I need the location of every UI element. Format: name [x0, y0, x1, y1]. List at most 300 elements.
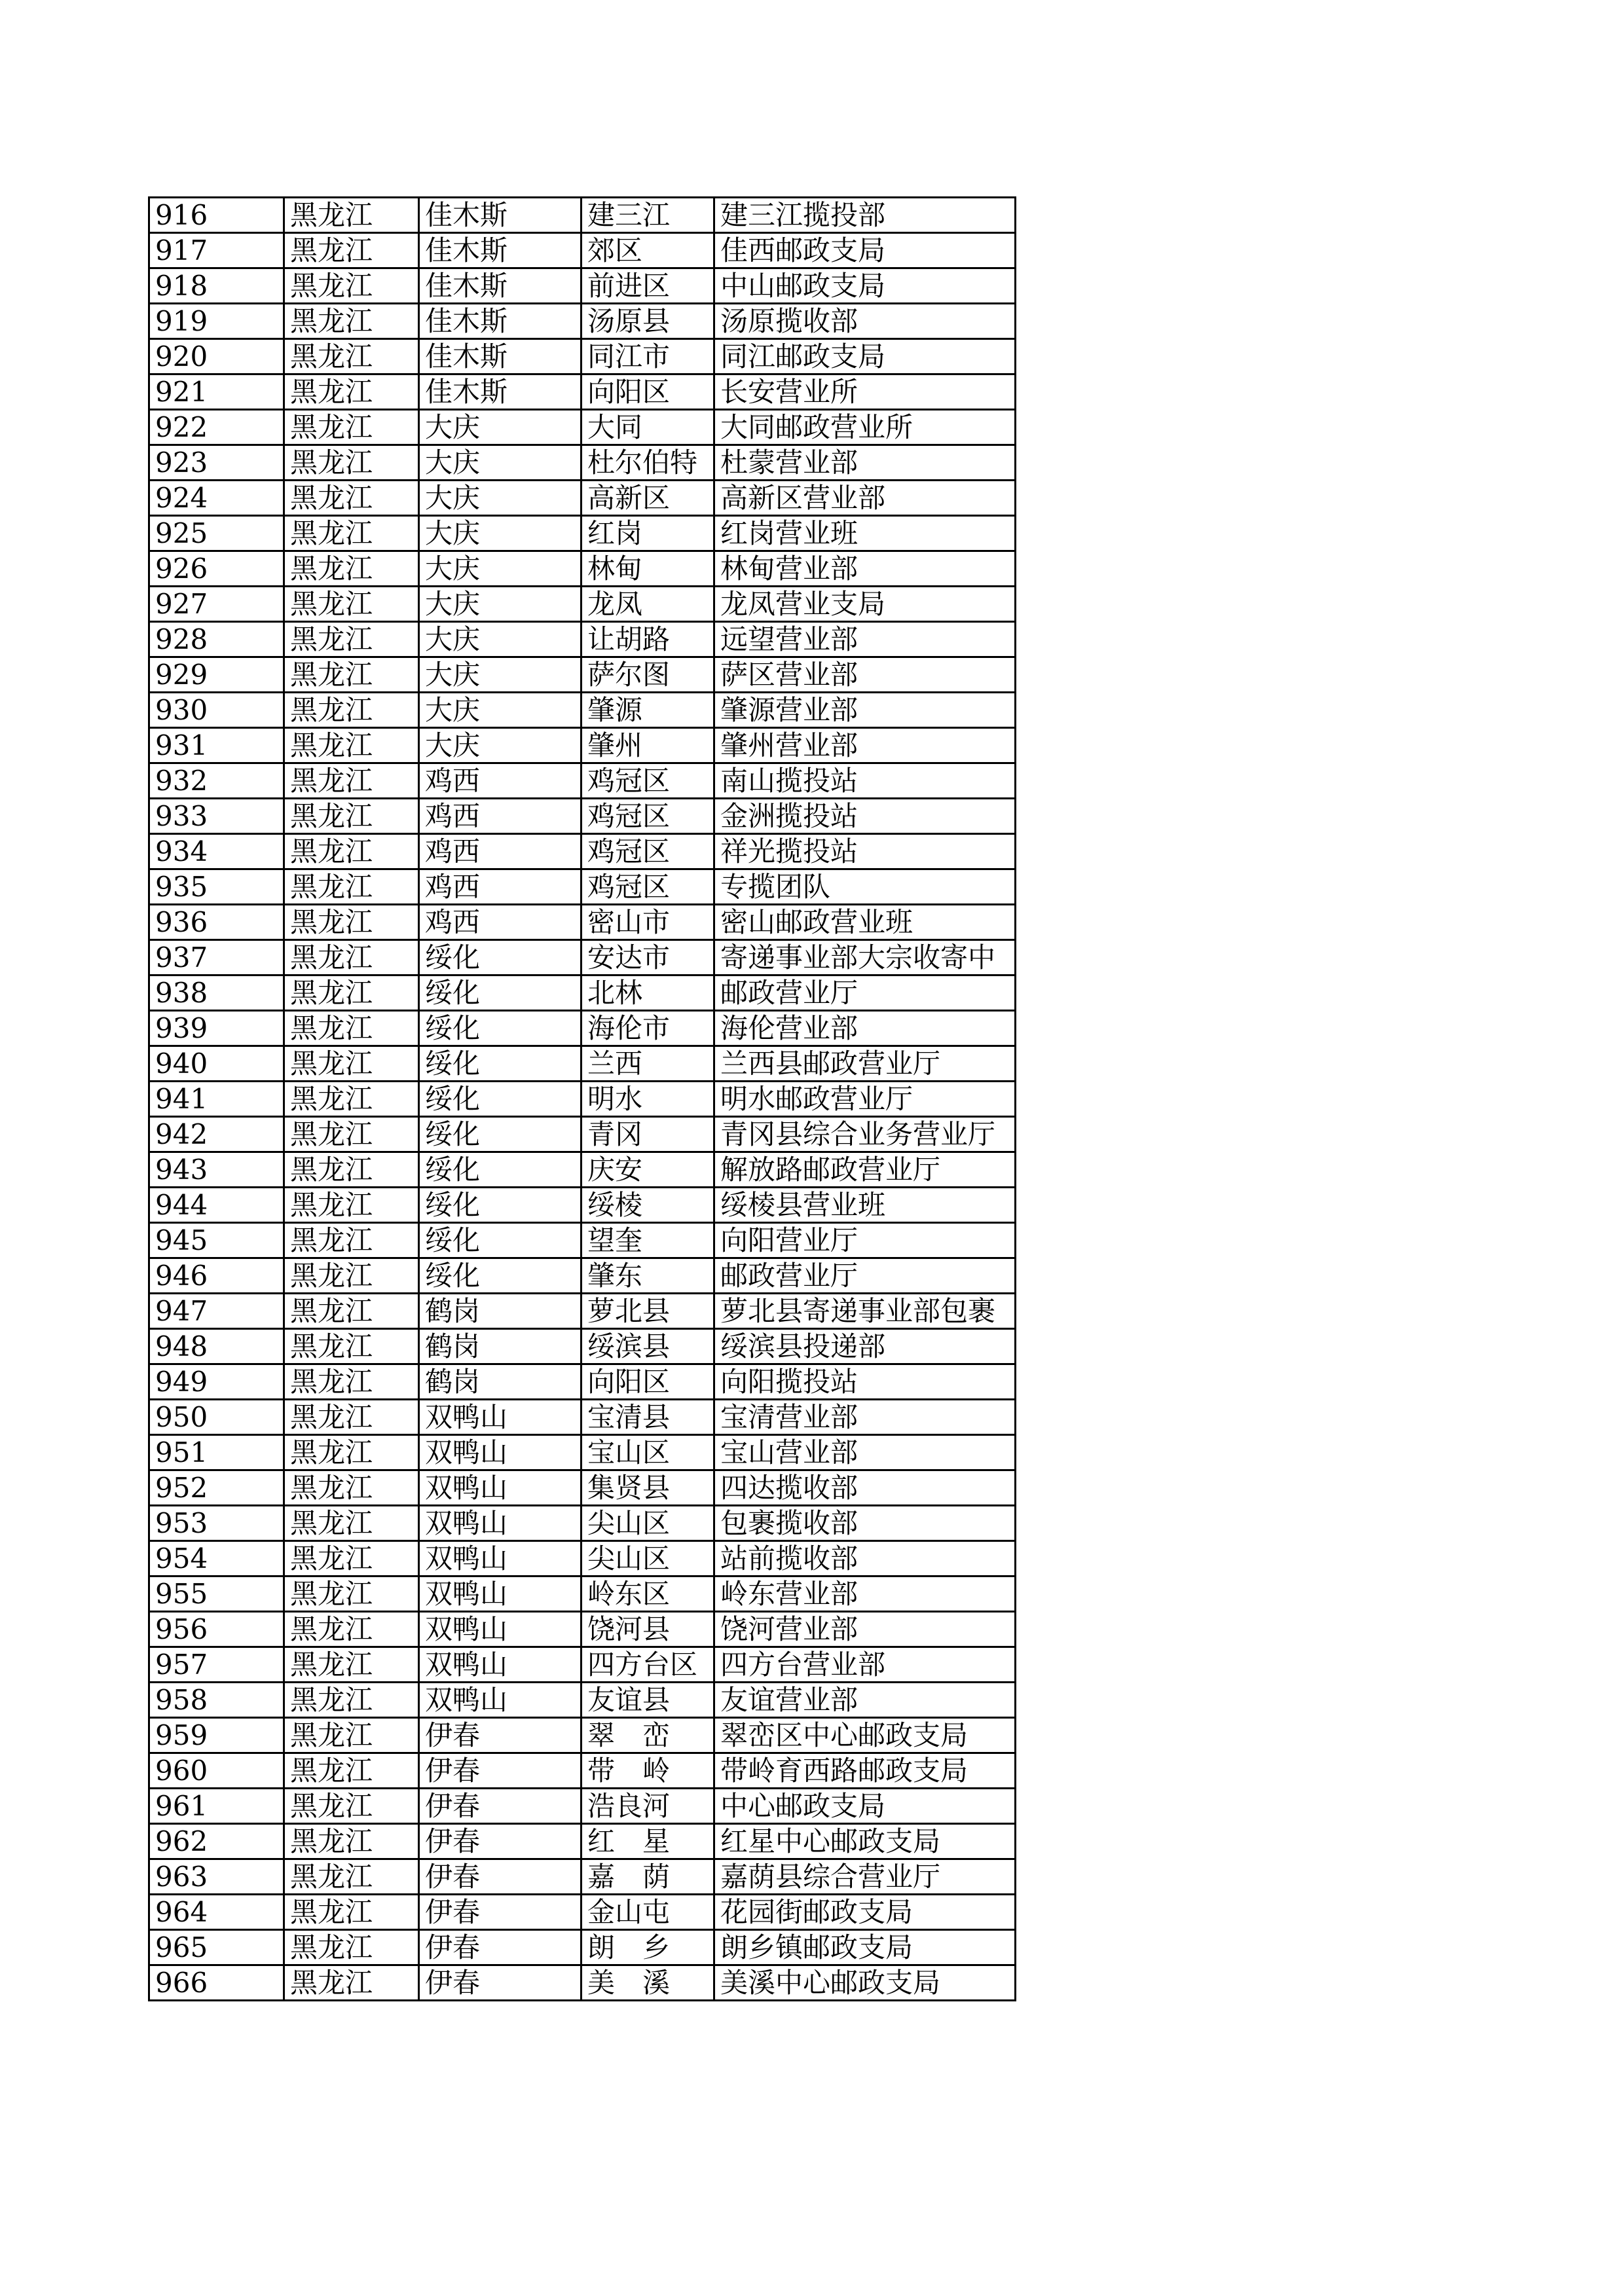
- cell-district: 宝清县: [581, 1400, 714, 1435]
- cell-province: 黑龙江: [284, 1683, 419, 1718]
- table-row: [149, 1011, 1016, 1046]
- table-row: [149, 1895, 1016, 1930]
- table-row: [149, 1612, 1016, 1647]
- cell-index: 949: [149, 1364, 284, 1400]
- cell-index: 963: [149, 1859, 284, 1895]
- cell-index: 937: [149, 940, 284, 975]
- cell-office: 红岗营业班: [714, 516, 1016, 551]
- cell-province: 黑龙江: [284, 233, 419, 268]
- cell-city: 绥化: [419, 1117, 581, 1152]
- cell-district: 浩良河: [581, 1789, 714, 1824]
- cell-office: 站前揽收部: [714, 1541, 1016, 1576]
- cell-province: 黑龙江: [284, 1011, 419, 1046]
- table-row: [149, 905, 1016, 940]
- cell-office: 南山揽投站: [714, 763, 1016, 799]
- cell-index: 933: [149, 799, 284, 834]
- table-row: [149, 1223, 1016, 1258]
- cell-city: 绥化: [419, 975, 581, 1011]
- cell-province: 黑龙江: [284, 1824, 419, 1859]
- cell-city: 大庆: [419, 481, 581, 516]
- cell-district: 岭东区: [581, 1576, 714, 1612]
- cell-district: 高新区: [581, 481, 714, 516]
- cell-city: 佳木斯: [419, 268, 581, 304]
- cell-district: 安达市: [581, 940, 714, 975]
- cell-city: 绥化: [419, 1011, 581, 1046]
- cell-province: 黑龙江: [284, 445, 419, 481]
- cell-city: 伊春: [419, 1965, 581, 2001]
- cell-city: 绥化: [419, 1046, 581, 1082]
- cell-city: 大庆: [419, 551, 581, 587]
- cell-index: 931: [149, 728, 284, 763]
- cell-province: 黑龙江: [284, 268, 419, 304]
- cell-city: 佳木斯: [419, 198, 581, 233]
- table-row: [149, 445, 1016, 481]
- cell-province: 黑龙江: [284, 1400, 419, 1435]
- cell-office: 宝清营业部: [714, 1400, 1016, 1435]
- cell-index: 947: [149, 1294, 284, 1329]
- table-row: [149, 693, 1016, 728]
- cell-index: 944: [149, 1188, 284, 1223]
- cell-district: 明水: [581, 1082, 714, 1117]
- cell-office: 解放路邮政营业厅: [714, 1152, 1016, 1188]
- cell-index: 959: [149, 1718, 284, 1753]
- cell-index: 948: [149, 1329, 284, 1364]
- cell-index: 940: [149, 1046, 284, 1082]
- cell-district: 饶河县: [581, 1612, 714, 1647]
- cell-index: 921: [149, 374, 284, 410]
- cell-index: 952: [149, 1470, 284, 1506]
- cell-city: 双鸭山: [419, 1612, 581, 1647]
- cell-city: 伊春: [419, 1930, 581, 1965]
- table-row: [149, 834, 1016, 869]
- table-row: [149, 1258, 1016, 1294]
- cell-province: 黑龙江: [284, 1329, 419, 1364]
- cell-office: 汤原揽收部: [714, 304, 1016, 339]
- table-row: [149, 516, 1016, 551]
- cell-district: 前进区: [581, 268, 714, 304]
- cell-city: 伊春: [419, 1895, 581, 1930]
- cell-index: 918: [149, 268, 284, 304]
- cell-province: 黑龙江: [284, 1082, 419, 1117]
- table-row: [149, 339, 1016, 374]
- cell-province: 黑龙江: [284, 728, 419, 763]
- cell-index: 932: [149, 763, 284, 799]
- cell-office: 花园街邮政支局: [714, 1895, 1016, 1930]
- cell-district: 肇州: [581, 728, 714, 763]
- cell-district: 向阳区: [581, 1364, 714, 1400]
- cell-office: 青冈县综合业务营业厅: [714, 1117, 1016, 1152]
- cell-city: 伊春: [419, 1824, 581, 1859]
- cell-city: 大庆: [419, 587, 581, 622]
- cell-district: 嘉 荫: [581, 1859, 714, 1895]
- table-row: [149, 1435, 1016, 1470]
- cell-office: 建三江揽投部: [714, 198, 1016, 233]
- cell-district: 鸡冠区: [581, 869, 714, 905]
- table-row: [149, 233, 1016, 268]
- cell-index: 936: [149, 905, 284, 940]
- cell-city: 鸡西: [419, 905, 581, 940]
- cell-province: 黑龙江: [284, 1930, 419, 1965]
- cell-office: 翠峦区中心邮政支局: [714, 1718, 1016, 1753]
- table-row: [149, 198, 1016, 233]
- cell-province: 黑龙江: [284, 1435, 419, 1470]
- cell-index: 924: [149, 481, 284, 516]
- cell-district: 带 岭: [581, 1753, 714, 1789]
- cell-province: 黑龙江: [284, 587, 419, 622]
- cell-city: 鸡西: [419, 763, 581, 799]
- cell-province: 黑龙江: [284, 975, 419, 1011]
- cell-city: 大庆: [419, 516, 581, 551]
- cell-office: 大同邮政营业所: [714, 410, 1016, 445]
- cell-district: 尖山区: [581, 1506, 714, 1541]
- cell-province: 黑龙江: [284, 1506, 419, 1541]
- cell-district: 杜尔伯特: [581, 445, 714, 481]
- cell-district: 龙凤: [581, 587, 714, 622]
- table-row: [149, 799, 1016, 834]
- cell-index: 964: [149, 1895, 284, 1930]
- cell-province: 黑龙江: [284, 1789, 419, 1824]
- cell-province: 黑龙江: [284, 1576, 419, 1612]
- cell-city: 大庆: [419, 728, 581, 763]
- cell-province: 黑龙江: [284, 1965, 419, 2001]
- cell-office: 密山邮政营业班: [714, 905, 1016, 940]
- cell-index: 922: [149, 410, 284, 445]
- cell-province: 黑龙江: [284, 304, 419, 339]
- cell-city: 双鸭山: [419, 1470, 581, 1506]
- cell-office: 包裹揽收部: [714, 1506, 1016, 1541]
- cell-index: 917: [149, 233, 284, 268]
- cell-district: 林甸: [581, 551, 714, 587]
- cell-province: 黑龙江: [284, 1258, 419, 1294]
- cell-district: 海伦市: [581, 1011, 714, 1046]
- cell-province: 黑龙江: [284, 1117, 419, 1152]
- cell-district: 四方台区: [581, 1647, 714, 1683]
- cell-office: 明水邮政营业厅: [714, 1082, 1016, 1117]
- cell-city: 伊春: [419, 1859, 581, 1895]
- cell-district: 朗 乡: [581, 1930, 714, 1965]
- table-row: [149, 374, 1016, 410]
- cell-office: 四达揽收部: [714, 1470, 1016, 1506]
- cell-office: 同江邮政支局: [714, 339, 1016, 374]
- cell-district: 美 溪: [581, 1965, 714, 2001]
- cell-city: 佳木斯: [419, 304, 581, 339]
- cell-province: 黑龙江: [284, 1612, 419, 1647]
- cell-office: 萨区营业部: [714, 657, 1016, 693]
- cell-index: 926: [149, 551, 284, 587]
- cell-province: 黑龙江: [284, 1364, 419, 1400]
- cell-index: 955: [149, 1576, 284, 1612]
- cell-office: 海伦营业部: [714, 1011, 1016, 1046]
- cell-district: 汤原县: [581, 304, 714, 339]
- cell-province: 黑龙江: [284, 481, 419, 516]
- cell-office: 佳西邮政支局: [714, 233, 1016, 268]
- cell-index: 958: [149, 1683, 284, 1718]
- cell-city: 伊春: [419, 1789, 581, 1824]
- cell-index: 960: [149, 1753, 284, 1789]
- cell-district: 向阳区: [581, 374, 714, 410]
- table-row: [149, 940, 1016, 975]
- cell-office: 龙凤营业支局: [714, 587, 1016, 622]
- cell-index: 943: [149, 1152, 284, 1188]
- cell-province: 黑龙江: [284, 1895, 419, 1930]
- cell-district: 翠 峦: [581, 1718, 714, 1753]
- cell-office: 萝北县寄递事业部包裹: [714, 1294, 1016, 1329]
- cell-city: 鹤岗: [419, 1294, 581, 1329]
- table-row: [149, 1718, 1016, 1753]
- cell-office: 邮政营业厅: [714, 975, 1016, 1011]
- cell-office: 远望营业部: [714, 622, 1016, 657]
- cell-index: 920: [149, 339, 284, 374]
- table-row: [149, 1364, 1016, 1400]
- cell-index: 946: [149, 1258, 284, 1294]
- cell-index: 934: [149, 834, 284, 869]
- cell-province: 黑龙江: [284, 1470, 419, 1506]
- cell-index: 925: [149, 516, 284, 551]
- cell-city: 佳木斯: [419, 339, 581, 374]
- cell-province: 黑龙江: [284, 763, 419, 799]
- cell-district: 让胡路: [581, 622, 714, 657]
- cell-index: 941: [149, 1082, 284, 1117]
- table-row: [149, 728, 1016, 763]
- cell-office: 带岭育西路邮政支局: [714, 1753, 1016, 1789]
- cell-office: 中心邮政支局: [714, 1789, 1016, 1824]
- cell-office: 四方台营业部: [714, 1647, 1016, 1683]
- table-row: [149, 1541, 1016, 1576]
- cell-index: 927: [149, 587, 284, 622]
- cell-office: 长安营业所: [714, 374, 1016, 410]
- table-row: [149, 763, 1016, 799]
- cell-province: 黑龙江: [284, 516, 419, 551]
- cell-index: 929: [149, 657, 284, 693]
- table-row: [149, 587, 1016, 622]
- cell-office: 高新区营业部: [714, 481, 1016, 516]
- cell-index: 966: [149, 1965, 284, 2001]
- cell-district: 红岗: [581, 516, 714, 551]
- cell-city: 佳木斯: [419, 374, 581, 410]
- cell-index: 938: [149, 975, 284, 1011]
- cell-province: 黑龙江: [284, 1046, 419, 1082]
- cell-index: 919: [149, 304, 284, 339]
- cell-district: 鸡冠区: [581, 799, 714, 834]
- cell-city: 双鸭山: [419, 1683, 581, 1718]
- cell-district: 鸡冠区: [581, 834, 714, 869]
- table-row: [149, 1647, 1016, 1683]
- cell-province: 黑龙江: [284, 551, 419, 587]
- cell-district: 庆安: [581, 1152, 714, 1188]
- table-row: [149, 1824, 1016, 1859]
- cell-index: 950: [149, 1400, 284, 1435]
- table-row: [149, 869, 1016, 905]
- cell-office: 肇源营业部: [714, 693, 1016, 728]
- cell-index: 928: [149, 622, 284, 657]
- table-row: [149, 1152, 1016, 1188]
- cell-office: 绥棱县营业班: [714, 1188, 1016, 1223]
- table-row: [149, 1859, 1016, 1895]
- cell-province: 黑龙江: [284, 940, 419, 975]
- cell-index: 951: [149, 1435, 284, 1470]
- table-row: [149, 1400, 1016, 1435]
- cell-province: 黑龙江: [284, 1541, 419, 1576]
- table-row: [149, 1683, 1016, 1718]
- cell-city: 绥化: [419, 1082, 581, 1117]
- cell-index: 954: [149, 1541, 284, 1576]
- cell-district: 密山市: [581, 905, 714, 940]
- cell-province: 黑龙江: [284, 374, 419, 410]
- cell-district: 尖山区: [581, 1541, 714, 1576]
- cell-office: 红星中心邮政支局: [714, 1824, 1016, 1859]
- cell-index: 957: [149, 1647, 284, 1683]
- cell-office: 向阳营业厅: [714, 1223, 1016, 1258]
- cell-city: 双鸭山: [419, 1541, 581, 1576]
- cell-city: 鹤岗: [419, 1364, 581, 1400]
- cell-city: 大庆: [419, 410, 581, 445]
- cell-city: 双鸭山: [419, 1435, 581, 1470]
- cell-index: 965: [149, 1930, 284, 1965]
- cell-district: 红 星: [581, 1824, 714, 1859]
- table-row: [149, 481, 1016, 516]
- cell-district: 同江市: [581, 339, 714, 374]
- cell-province: 黑龙江: [284, 410, 419, 445]
- table-row: [149, 1753, 1016, 1789]
- cell-district: 郊区: [581, 233, 714, 268]
- cell-district: 金山屯: [581, 1895, 714, 1930]
- cell-office: 美溪中心邮政支局: [714, 1965, 1016, 2001]
- cell-city: 绥化: [419, 1223, 581, 1258]
- cell-index: 953: [149, 1506, 284, 1541]
- table-body: [149, 198, 1016, 2001]
- cell-district: 萨尔图: [581, 657, 714, 693]
- cell-district: 友谊县: [581, 1683, 714, 1718]
- cell-office: 向阳揽投站: [714, 1364, 1016, 1400]
- cell-city: 鸡西: [419, 834, 581, 869]
- table-row: [149, 1965, 1016, 2001]
- cell-district: 肇源: [581, 693, 714, 728]
- cell-office: 饶河营业部: [714, 1612, 1016, 1647]
- cell-province: 黑龙江: [284, 693, 419, 728]
- cell-office: 兰西县邮政营业厅: [714, 1046, 1016, 1082]
- cell-city: 伊春: [419, 1718, 581, 1753]
- cell-province: 黑龙江: [284, 905, 419, 940]
- cell-district: 肇东: [581, 1258, 714, 1294]
- cell-office: 绥滨县投递部: [714, 1329, 1016, 1364]
- cell-district: 北林: [581, 975, 714, 1011]
- cell-city: 大庆: [419, 657, 581, 693]
- table-row: [149, 622, 1016, 657]
- cell-city: 绥化: [419, 1258, 581, 1294]
- cell-index: 961: [149, 1789, 284, 1824]
- cell-city: 大庆: [419, 693, 581, 728]
- cell-district: 青冈: [581, 1117, 714, 1152]
- cell-province: 黑龙江: [284, 1152, 419, 1188]
- table-row: [149, 975, 1016, 1011]
- table-row: [149, 1082, 1016, 1117]
- cell-province: 黑龙江: [284, 1223, 419, 1258]
- cell-city: 鸡西: [419, 869, 581, 905]
- cell-district: 集贤县: [581, 1470, 714, 1506]
- data-table: [148, 196, 1016, 2001]
- cell-office: 祥光揽投站: [714, 834, 1016, 869]
- cell-office: 中山邮政支局: [714, 268, 1016, 304]
- cell-office: 寄递事业部大宗收寄中: [714, 940, 1016, 975]
- cell-city: 大庆: [419, 445, 581, 481]
- cell-city: 绥化: [419, 940, 581, 975]
- cell-province: 黑龙江: [284, 1647, 419, 1683]
- cell-index: 923: [149, 445, 284, 481]
- cell-district: 绥滨县: [581, 1329, 714, 1364]
- cell-index: 942: [149, 1117, 284, 1152]
- table-row: [149, 1789, 1016, 1824]
- cell-office: 岭东营业部: [714, 1576, 1016, 1612]
- table-row: [149, 1294, 1016, 1329]
- cell-index: 930: [149, 693, 284, 728]
- cell-office: 肇州营业部: [714, 728, 1016, 763]
- cell-province: 黑龙江: [284, 869, 419, 905]
- cell-index: 956: [149, 1612, 284, 1647]
- cell-office: 金洲揽投站: [714, 799, 1016, 834]
- cell-district: 大同: [581, 410, 714, 445]
- cell-province: 黑龙江: [284, 1859, 419, 1895]
- cell-office: 林甸营业部: [714, 551, 1016, 587]
- cell-index: 935: [149, 869, 284, 905]
- table-row: [149, 304, 1016, 339]
- table-row: [149, 551, 1016, 587]
- cell-city: 双鸭山: [419, 1647, 581, 1683]
- table-row: [149, 1329, 1016, 1364]
- cell-city: 大庆: [419, 622, 581, 657]
- cell-city: 绥化: [419, 1188, 581, 1223]
- cell-province: 黑龙江: [284, 1294, 419, 1329]
- cell-city: 鹤岗: [419, 1329, 581, 1364]
- cell-city: 鸡西: [419, 799, 581, 834]
- table-row: [149, 410, 1016, 445]
- cell-district: 建三江: [581, 198, 714, 233]
- table-row: [149, 1470, 1016, 1506]
- cell-district: 鸡冠区: [581, 763, 714, 799]
- cell-province: 黑龙江: [284, 339, 419, 374]
- table-row: [149, 1576, 1016, 1612]
- cell-office: 专揽团队: [714, 869, 1016, 905]
- table-row: [149, 657, 1016, 693]
- cell-province: 黑龙江: [284, 657, 419, 693]
- cell-district: 绥棱: [581, 1188, 714, 1223]
- cell-office: 嘉荫县综合营业厅: [714, 1859, 1016, 1895]
- cell-city: 佳木斯: [419, 233, 581, 268]
- table-row: [149, 1930, 1016, 1965]
- cell-district: 望奎: [581, 1223, 714, 1258]
- table-row: [149, 1117, 1016, 1152]
- cell-district: 兰西: [581, 1046, 714, 1082]
- cell-province: 黑龙江: [284, 834, 419, 869]
- cell-office: 邮政营业厅: [714, 1258, 1016, 1294]
- cell-province: 黑龙江: [284, 1718, 419, 1753]
- table-row: [149, 1188, 1016, 1223]
- cell-province: 黑龙江: [284, 799, 419, 834]
- table-row: [149, 1506, 1016, 1541]
- cell-city: 双鸭山: [419, 1506, 581, 1541]
- cell-district: 萝北县: [581, 1294, 714, 1329]
- cell-city: 双鸭山: [419, 1576, 581, 1612]
- cell-index: 945: [149, 1223, 284, 1258]
- cell-city: 伊春: [419, 1753, 581, 1789]
- cell-office: 朗乡镇邮政支局: [714, 1930, 1016, 1965]
- table-row: [149, 268, 1016, 304]
- cell-office: 杜蒙营业部: [714, 445, 1016, 481]
- table-row: [149, 1046, 1016, 1082]
- cell-province: 黑龙江: [284, 1753, 419, 1789]
- cell-city: 绥化: [419, 1152, 581, 1188]
- cell-city: 双鸭山: [419, 1400, 581, 1435]
- cell-index: 916: [149, 198, 284, 233]
